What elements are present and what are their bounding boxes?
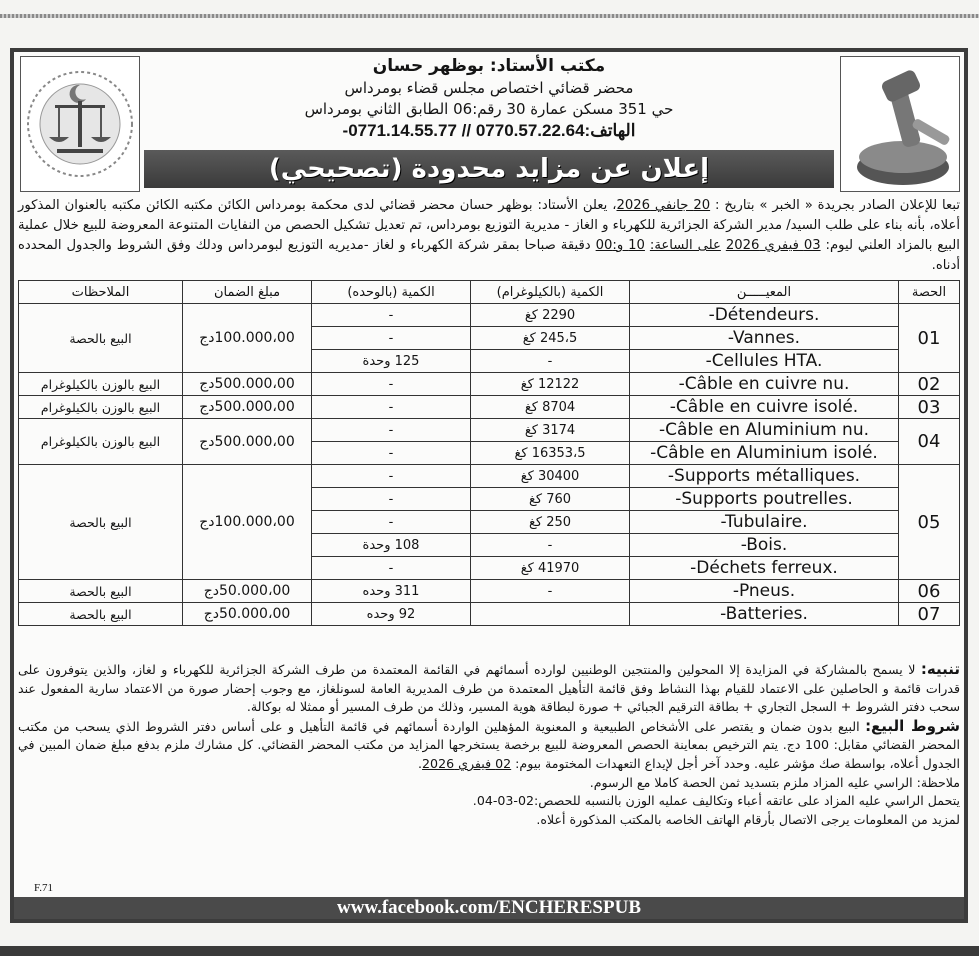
col-quantity-kg: الكمية (بالكيلوغرام) — [471, 281, 630, 304]
bottom-bar — [0, 946, 979, 956]
lot-note: البيع بالحصة — [19, 304, 183, 373]
item-quantity-kg: 2290 كغ — [471, 304, 630, 327]
lot-number: 06 — [899, 580, 960, 603]
guarantee-amount: 100.000،00دج — [183, 465, 312, 580]
lot-note: البيع بالحصة — [19, 465, 183, 580]
facebook-url[interactable]: www.facebook.com/ENCHERESPUB — [336, 897, 641, 918]
warning-label: تنبيه: — [920, 660, 960, 678]
office-info — [144, 54, 834, 142]
terms-label: شروط البيع: — [865, 716, 960, 735]
header — [14, 52, 964, 196]
reference-code: F.71 — [34, 882, 53, 894]
contact-line: لمزيد من المعلومات يرجى الاتصال بأرقام الهاتف الخاصه بالمكتب المذكورة أعلاه. — [536, 811, 960, 827]
lot-note: البيع بالوزن بالكيلوغرام — [19, 396, 183, 419]
item-quantity-unit: - — [312, 304, 471, 327]
announcement-banner: إعلان عن مزايد محدودة (تصحيحي) — [144, 150, 834, 188]
guarantee-amount: 500.000،00دج — [183, 419, 312, 465]
lot-number: 02 — [899, 373, 960, 396]
table-row — [19, 373, 960, 396]
intro-paragraph: تبعا للإعلان الصادر بجريدة « الخبر » بتاريخ : 20 جانفي 2026، يعلن الأستاد: بوظهر حسان محضر قضائي لدى محكمة بومرداس الكائن مكتبه الكائن مكتبه بالعنوان المذكور أعلاه، بأنه بناء على طلب السيد/ مدير الشركة الجزائرية للكهرباء و الغاز - مديرية التوزيع بومرداس، تم تعديل تشكيل الحصص من النفايات المتنوعة المعروضة للبيع خلال عملية البيع بالمزاد العلني ليوم: 03 فيفري 2026 على الساعة: 10 و:00 دقيقة صباحا بمقر شركة الكهرباء و لغاز -مديريه التوزيع لبومرداس ودلك وفق الشروط والجدول المحدده أدناه. — [18, 198, 960, 273]
court-seal-logo — [20, 56, 140, 192]
item-quantity-unit: - — [312, 557, 471, 580]
terms-paragraph: شروط البيع: البيع بدون ضمان و يقتصر على الأشخاص الطبيعية و المعنوية المؤهلين الواردة أسمائهم في قائمة التأهيل و على أساس دفتر الشروط الذي يسحب من مكتب المحضر القضائي مقابل: 100 دج. يتم الترخيص بمعاينة الحصص المعروضة للبيع برخصة يستخرجها المزايد من مكتب المحضر القضائي. كل مشارك ملزم بدفع مبلغ ضمان المبين في الجدول أعلاه، بواسطة صك مؤشر عليه. وحدد آخر أجل لإيداع التعهدات المختومة بيوم: 02 فيفري 2026. — [18, 716, 960, 771]
col-quantity-unit: الكمية (بالوحده) — [312, 281, 471, 304]
item-quantity-unit: - — [312, 327, 471, 350]
deadline-date: 02 فيفري 2026 — [422, 755, 512, 771]
item-quantity-unit: - — [312, 442, 471, 465]
lot-number: 03 — [899, 396, 960, 419]
remark-line: ملاحظة: الراسي عليه المزاد ملزم بتسديد ثمن الحصة كاملا مع الرسوم. — [589, 774, 960, 790]
lot-number: 04 — [899, 419, 960, 465]
item-description: -Tubulaire. — [630, 511, 899, 534]
weighing-line: يتحمل الراسي عليه المزاد على عاتقه أعباء وتكاليف عمليه الوزن بالنسبه للحصص:02-03-04. — [472, 793, 960, 809]
lots-table — [18, 280, 960, 626]
item-quantity-unit: - — [312, 511, 471, 534]
col-description: المعيـــــن — [630, 281, 899, 304]
announcement-frame — [10, 48, 968, 923]
table-row — [19, 603, 960, 626]
table-row — [19, 419, 960, 442]
col-notes: الملاحظات — [19, 281, 183, 304]
table-row — [19, 580, 960, 603]
item-description: -Déchets ferreux. — [630, 557, 899, 580]
item-description: -Supports poutrelles. — [630, 488, 899, 511]
item-quantity-kg: 16353،5 كغ — [471, 442, 630, 465]
scales-of-justice-icon — [21, 57, 139, 191]
terms-text: البيع بدون ضمان و يقتصر على الأشخاص الطبيعية و المعنوية المؤهلين الواردة أسمائهم في قائمة التأهيل و على أساس دفتر الشروط الذي يسحب من مكتب المحضر القضائي مقابل: 100 دج. يتم الترخيص بمعاينة الحصص المعروضة للبيع برخصة يستخرجها المزايد من مكتب المحضر القضائي. كل مشارك ملزم بدفع مبلغ ضمان المبين في الجدول أعلاه، بواسطة صك مؤشر عليه. وحدد آخر أجل لإيداع التعهدات المختومة بيوم: — [18, 718, 960, 771]
lot-number: 05 — [899, 465, 960, 580]
intro-text-1: تبعا للإعلان الصادر بجريدة « الخبر » بتاريخ : — [715, 198, 960, 213]
item-description: -Bois. — [630, 534, 899, 557]
item-quantity-unit: 311 وحده — [312, 580, 471, 603]
item-description: -Câble en Aluminium isolé. — [630, 442, 899, 465]
guarantee-amount: 500.000،00دج — [183, 396, 312, 419]
table-row — [19, 396, 960, 419]
item-quantity-kg: 41970 كغ — [471, 557, 630, 580]
item-quantity-kg: 760 كغ — [471, 488, 630, 511]
auction-time: 10 و:00 — [595, 238, 645, 253]
lot-note: البيع بالوزن بالكيلوغرام — [19, 373, 183, 396]
intro-text-2: يعلن الأستاد: بوظهر حسان محضر قضائي لدى محكمة بومرداس الكائن مكتبه الكائن مكتبه بالعنوان المذكور أعلاه، بأنه بناء على طلب السيد/ مدير الشركة الجزائرية للكهرباء و الغاز - مديرية التوزيع بومرداس، تم تعديل تشكيل الحصص من النفايات المتنوعة المعروضة للبيع خلال عملية البيع بالمزاد العلني ليوم: — [18, 198, 960, 253]
table-row — [19, 465, 960, 488]
guarantee-amount: 50.000،00دج — [183, 580, 312, 603]
item-quantity-unit: - — [312, 396, 471, 419]
gavel-icon — [841, 57, 959, 191]
col-lot: الحصة — [899, 281, 960, 304]
office-address: حي 351 مسكن عمارة 30 رقم:06 الطابق الثاني بومرداس — [304, 100, 674, 118]
item-description: -Détendeurs. — [630, 304, 899, 327]
warning-text: لا يسمح بالمشاركة في المزايدة إلا المحولين والمنتجين الوطنيين لوارده أسمائهم في القائمة المعتمدة من طرف الشركة الجزائرية للكهرباء و لغاز، والذين يتوفرون على قدرات قائمة و الحاصلين على الاعتماد للقيام بهذا النشاط وفق قائمة التأهيل المعتمدة من طرف المديرية العامة لسونلغاز، مع وجوب إحضار صورة من الاعتماد سارية المفعول عند سحب دفتر الشروط + السجل التجاري + بطاقة الترقيم الجبائي + صورة لبطاقة هوية المسير، وذلك من طرف المسير أو ممثلا له بوكالة. — [18, 662, 960, 715]
item-quantity-kg: 30400 كغ — [471, 465, 630, 488]
item-quantity-unit: - — [312, 488, 471, 511]
item-quantity-kg: - — [471, 580, 630, 603]
item-quantity-kg — [471, 603, 630, 626]
intro-text-3: على الساعة: — [649, 238, 721, 253]
item-quantity-unit: - — [312, 465, 471, 488]
item-quantity-unit: - — [312, 373, 471, 396]
footer-url-bar — [14, 897, 964, 919]
lot-number: 07 — [899, 603, 960, 626]
item-description: -Cellules HTA. — [630, 350, 899, 373]
item-description: -Câble en cuivre isolé. — [630, 396, 899, 419]
item-quantity-unit: 108 وحدة — [312, 534, 471, 557]
item-description: -Vannes. — [630, 327, 899, 350]
item-quantity-kg: - — [471, 350, 630, 373]
item-quantity-kg: 245،5 كغ — [471, 327, 630, 350]
col-guarantee: مبلغ الضمان — [183, 281, 312, 304]
item-description: -Pneus. — [630, 580, 899, 603]
auction-date: 03 فيفري 2026 — [725, 238, 821, 253]
guarantee-amount: 50.000،00دج — [183, 603, 312, 626]
notice-section — [18, 660, 960, 829]
item-quantity-kg: 12122 كغ — [471, 373, 630, 396]
top-stripe — [0, 14, 979, 18]
lot-note: البيع بالوزن بالكيلوغرام — [19, 419, 183, 465]
intro-text-4: دقيقة صباحا بمقر شركة الكهرباء و لغاز -مديريه التوزيع لبومرداس ودلك وفق الشروط والجدول المحدده أدناه. — [18, 238, 960, 273]
lot-number: 01 — [899, 304, 960, 373]
item-quantity-kg: 8704 كغ — [471, 396, 630, 419]
warning-paragraph — [18, 660, 960, 717]
office-subtitle: محضر قضائي اختصاص مجلس قضاء بومرداس — [344, 79, 634, 97]
item-quantity-unit: 125 وحدة — [312, 350, 471, 373]
item-description: -Câble en cuivre nu. — [630, 373, 899, 396]
item-quantity-kg: 3174 كغ — [471, 419, 630, 442]
item-description: -Batteries. — [630, 603, 899, 626]
guarantee-amount: 100.000،00دج — [183, 304, 312, 373]
table-row — [19, 304, 960, 327]
item-description: -Supports métalliques. — [630, 465, 899, 488]
lot-note: البيع بالحصة — [19, 580, 183, 603]
item-description: -Câble en Aluminium nu. — [630, 419, 899, 442]
office-title: مكتب الأستاد: بوظهر حسان — [372, 56, 606, 76]
item-quantity-unit: - — [312, 419, 471, 442]
item-quantity-kg: 250 كغ — [471, 511, 630, 534]
gavel-photo — [840, 56, 960, 192]
publication-date: 20 جانفي 2026 — [616, 198, 711, 213]
lot-note: البيع بالحصة — [19, 603, 183, 626]
item-quantity-unit: 92 وحده — [312, 603, 471, 626]
table-header-row — [19, 281, 960, 304]
office-phone: الهاتف:0770.57.22.64 // 0771.14.55.77- — [342, 121, 636, 140]
guarantee-amount: 500.000،00دج — [183, 373, 312, 396]
item-quantity-kg: - — [471, 534, 630, 557]
